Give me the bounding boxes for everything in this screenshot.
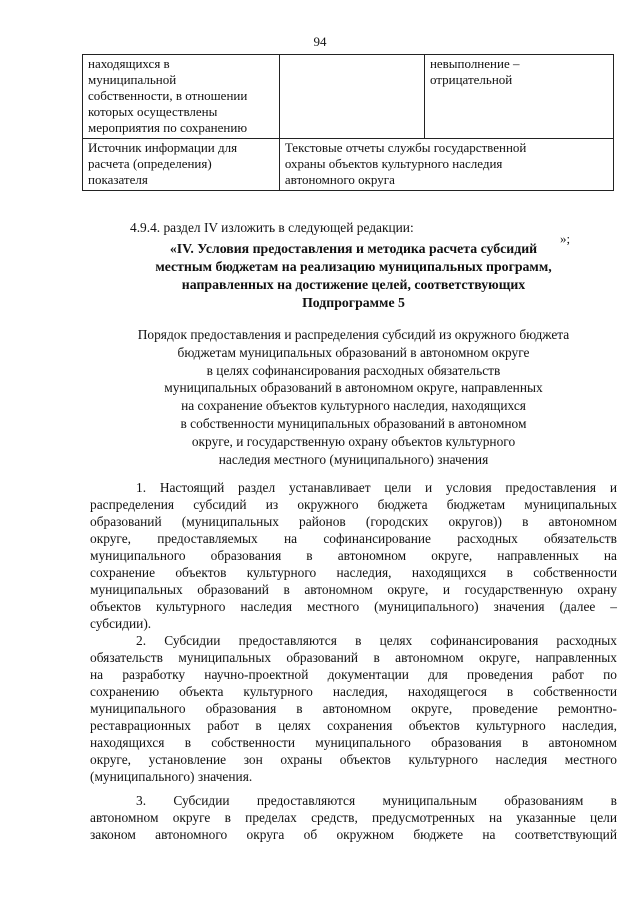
indicator-table (82, 54, 614, 191)
table-cell: Источник информации для расчета (определения) показателя (83, 139, 280, 191)
paragraph-2: 2. Субсидии предоставляются в целях софинансирования расходных обязательств муниципальных образований в автономном округе, направленных на разработку научно-проектной документации для проведения работ по сохранению объекта культурного наследия, находящегося в собственности муниципального образования в автономном округе, проведение ремонтно- реставрационных работ в целях сохранения объектов культурного наследия, находящихся в собственности муниципального образования в автономном округе, установление зон охраны объектов культурного наследия местного (муниципального) значения. (90, 633, 617, 784)
page-number: 94 (313, 34, 327, 49)
table-row (83, 139, 614, 191)
paragraph-1: 1. Настоящий раздел устанавливает цели и условия предоставления и распределения субсидий из окружного бюджета бюджетам муниципальных образований (муниципальных районов (городских округов)) в автономном округе, предоставляемых на софинансирование расходных обязательств муниципального образования в автономном округе, направленных на сохранение объектов культурного наследия, находящихся в собственности муниципальных образований в автономном округе, и государственную охрану объектов культурного наследия местного (муниципального) значения (далее – субсидии). (90, 480, 617, 631)
paragraph-3: 3. Субсидии предоставляются муниципальным образованиям в автономном округе в пределах средств, предусмотренных на указанные цели законом автономного округа об окружном бюджете на соответствующий (90, 793, 617, 842)
amendment-intro: 4.9.4. раздел IV изложить в следующей редакции: (130, 220, 414, 235)
table-row (83, 55, 614, 139)
table-cell: находящихся в муниципальной собственности, в отношении которых осуществлены мероприятия по сохранению (83, 55, 280, 139)
table-cell: невыполнение – отрицательной (424, 55, 613, 139)
table-cell (279, 55, 424, 139)
closing-quote: »; (560, 231, 571, 246)
table-cell: Текстовые отчеты службы государственной охраны объектов культурного наследия автономного округа (279, 139, 613, 191)
section-heading: «IV. Условия предоставления и методика расчета субсидий местным бюджетам на реализацию муниципальных программ, направленных на достижение целей, соответствующих Подпрограмме 5 (155, 241, 552, 310)
order-subheading: Порядок предоставления и распределения субсидий из окружного бюджета бюджетам муниципальных образований в автономном округе в целях софинансирования расходных обязательств муниципальных образований в автономном округе, направленных на сохранение объектов культурного наследия, находящихся в собственности муниципальных образований в автономном округе, и государственную охрану объектов культурного наследия местного (муниципального) значения (137, 327, 570, 467)
